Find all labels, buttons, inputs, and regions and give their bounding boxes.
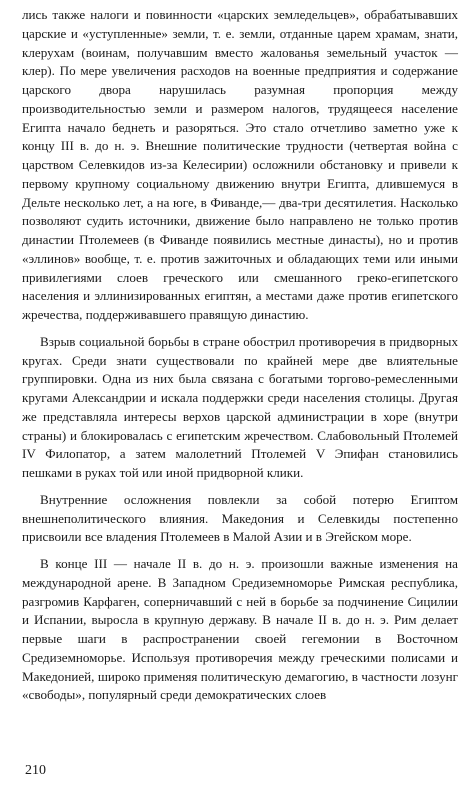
page-text-body — [22, 6, 458, 705]
paragraph-2: Взрыв социальной борьбы в стране обострил противоречия в придворных кругах. Среди знати существовали по крайней мере две влиятельные группировки. Одна из них была связана с богатыми торгово-ремесленными кругами Александрии и искала поддержки среди населения столицы. Другая же представляла интересы верхов царской администрации в хоре (внутри страны) и блокировалась с египетским жречеством. Слабовольный Птолемей IV Филопатор, а затем малолетний Птолемей V Эпифан становились пешками в руках той или иной придворной клики. — [22, 333, 458, 480]
paragraph-3: Внутренние осложнения повлекли за собой потерю Египтом внешнеполитического влияния. Македония и Селевкиды постепенно присвоили все владения Птолемеев в Малой Азии и в Эгейском море. — [22, 491, 458, 545]
page-number: 210 — [25, 763, 46, 778]
paragraph-4: В конце III — начале II в. до н. э. произошли важные изменения на международной арене. В Западном Средиземноморье Римская республика, разгромив Карфаген, соперничавший с ней в борьбе за подчинение Сицилии и Испании, выросла в крупную державу. В начале II в. до н. э. Рим делает первые шаги в распространении своей гегемонии в Восточном Средиземноморье. Используя противоречия между греческими полисами и Македонией, широко применяя политическую демагогию, в частности лозунг «свободы», популярный среди демократических слоев — [22, 556, 458, 703]
paragraph-1: лись также налоги и повинности «царских земледельцев», обрабатывавших царские и «уступленные» земли, т. е. земли, отданные царем храмам, знати, клерухам (воинам, получавшим вместо жалованья земельный участок — клер). По мере увеличения расходов на военные предприятия и содержание царского двора нарушилась разумная пропорция между производительностью земли и размером налогов, трудящееся население Египта начало беднеть и разоряться. Это стало отчетливо заметно уже к концу III в. до н. э. Внешние политические трудности (четвертая война с царством Селевкидов из-за Келесирии) осложнили обстановку и привели к первому крупному социальному движению внутри Египта, длившемуся в Дельте несколько лет, а на юге, в Фиванде,— два-три десятилетия. Насколько позволяют судить источники, движение было направлено не только против династии Птолемеев (в Фиванде появились местные династы), но и против «эллинов» вообще, т. е. против зажиточных и обладающих теми или иными привилегиями слоев греческого или смешанного греко-египетского населения и эллинизированных египтян, а местами даже против египетского жречества, поддерживавшего правящую династию. — [22, 7, 458, 322]
